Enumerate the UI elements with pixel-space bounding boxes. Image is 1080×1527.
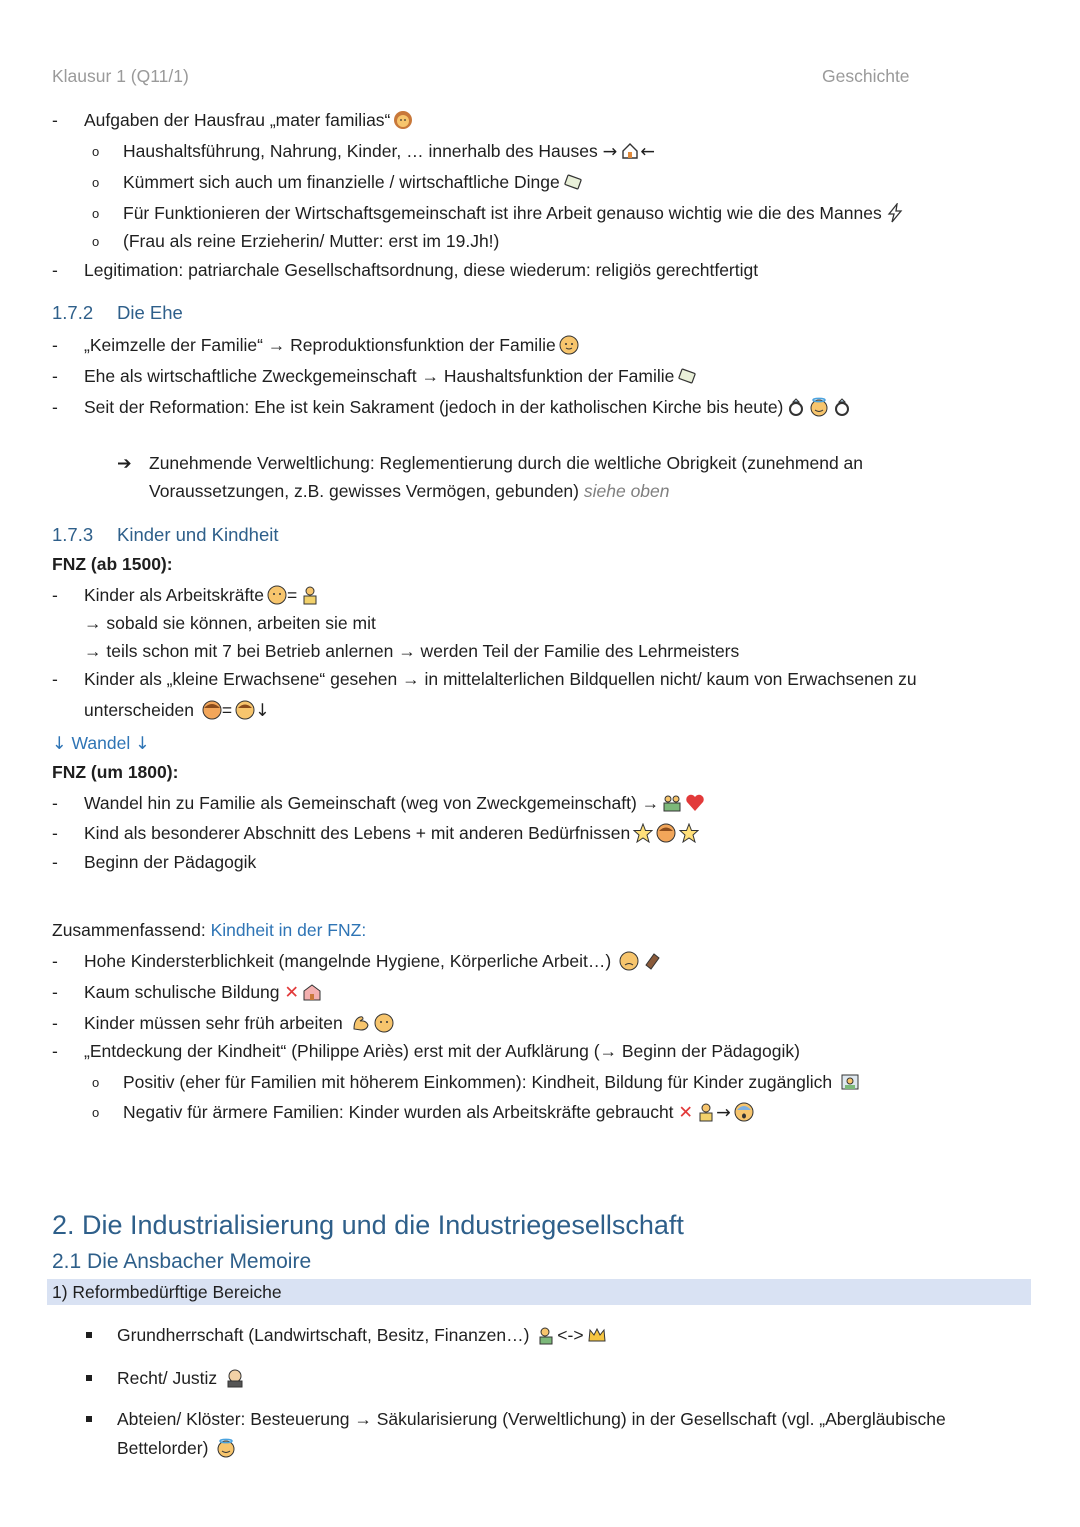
- section-number: 1.7.2: [52, 302, 94, 323]
- item-text: „Keimzelle der Familie“ → Reproduktionsfunktion der Familie: [84, 335, 556, 355]
- sub-text: → sobald sie können, arbeiten sie mit: [84, 613, 376, 633]
- child-face-icon: [235, 700, 255, 720]
- item-text: Kinder als Arbeitskräfte: [84, 585, 264, 605]
- baby-face-icon: [374, 1013, 394, 1033]
- list-item: [84, 108, 413, 132]
- judge-icon: [225, 1368, 245, 1388]
- list-item: „Entdeckung der Kindheit“ (Philippe Ariès) erst mit der Aufklärung (→ Beginn der Pädagogik): [84, 1041, 800, 1061]
- sub-bullet: o: [92, 206, 100, 221]
- sub-text: → teils schon mit 7 bei Betrieb anlernen → werden Teil der Familie des Lehrmeisters: [84, 641, 740, 661]
- square-bullet: [86, 1332, 92, 1338]
- list-item: [84, 791, 705, 815]
- square-bullet: [86, 1416, 92, 1422]
- section-number: 1.7.3: [52, 524, 94, 545]
- wandel-label: [52, 731, 150, 756]
- equals-glyph: =: [221, 700, 233, 720]
- dash: -: [52, 110, 58, 130]
- item-text: Wandel hin zu Familie als Gemeinschaft (weg von Zweckgemeinschaft) →: [84, 793, 660, 813]
- sub-item-text: Kümmert sich auch um finanzielle / wirtschaftliche Dinge: [123, 172, 560, 192]
- star-icon: [633, 823, 653, 843]
- equals-glyph: =: [286, 585, 298, 605]
- item-text: Seit der Reformation: Ehe ist kein Sakrament (jedoch in der katholischen Kirche bis heute): [84, 397, 784, 417]
- cross-mark-icon: ✕: [284, 982, 300, 1002]
- sub-item-text: Positiv (eher für Familien mit höherem Einkommen): Kindheit, Bildung für Kinder zugänglich: [123, 1072, 833, 1092]
- sub-item: [123, 201, 905, 225]
- ring-icon: [786, 397, 806, 417]
- arrow-text-line: [149, 479, 670, 503]
- wandel-text: Wandel: [71, 733, 131, 753]
- dash: -: [52, 951, 58, 971]
- fearful-face-icon: [734, 1102, 754, 1122]
- child-face-icon: [656, 823, 676, 843]
- list-item: [84, 333, 579, 357]
- arrow-left-glyph: ←: [640, 142, 655, 162]
- bullet-item: Abteien/ Klöster: Besteuerung → Säkularisierung (Verweltlichung) in der Gesellschaft (vgl. „Abergläubische: [117, 1409, 946, 1429]
- summary-label: Zusammenfassend:: [52, 920, 206, 940]
- dash: -: [52, 366, 58, 386]
- flexed-biceps-icon: [351, 1013, 371, 1033]
- angel-face-icon: [216, 1438, 236, 1458]
- bullet-item: [117, 1366, 245, 1390]
- list-item: [84, 821, 699, 845]
- sub-item: [123, 1100, 754, 1125]
- sub-bullet: o: [92, 1075, 100, 1090]
- woman-face-icon: [393, 110, 413, 130]
- down-arrow-icon: ↓: [135, 734, 150, 754]
- section-heading: [52, 523, 278, 547]
- family-icon: [662, 793, 682, 813]
- list-item: [84, 364, 697, 388]
- school-icon: [302, 982, 322, 1002]
- dash: -: [52, 335, 58, 355]
- list-item: [84, 583, 320, 607]
- chapter-subtitle: 2.1 Die Ansbacher Memoire: [52, 1250, 312, 1273]
- list-item: Beginn der Pädagogik: [84, 852, 257, 872]
- house-icon: [620, 141, 640, 161]
- baby-face-icon: [559, 335, 579, 355]
- arrow-text: Voraussetzungen, z.B. gewisses Vermögen, gebunden): [149, 481, 579, 501]
- item-text: Kaum schulische Bildung: [84, 982, 280, 1002]
- section-heading: [52, 301, 183, 325]
- dash: -: [52, 585, 58, 605]
- see-above-note: siehe oben: [583, 481, 670, 501]
- dash: -: [52, 852, 58, 872]
- money-icon: [677, 366, 697, 386]
- dash: -: [52, 260, 58, 280]
- down-arrow-icon: ↓: [52, 734, 67, 754]
- list-item: [84, 1011, 394, 1035]
- adult-face-icon: [202, 700, 222, 720]
- sub-bullet: o: [92, 144, 100, 159]
- down-arrow-glyph: ↓: [255, 701, 270, 721]
- bullet-item-continued: [117, 1436, 236, 1460]
- list-item: [84, 949, 662, 973]
- farmer-icon: [537, 1325, 557, 1345]
- list-item: Kinder als „kleine Erwachsene“ gesehen → in mittelalterlichen Bildquellen nicht/ kaum von Erwachsenen zu: [84, 669, 917, 689]
- dash: -: [52, 793, 58, 813]
- sub-bullet: o: [92, 234, 100, 249]
- dash: -: [52, 397, 58, 417]
- header-right: Geschichte: [822, 66, 910, 86]
- section-title: Kinder und Kindheit: [117, 524, 279, 545]
- shaded-heading: 1) Reformbedürftige Bereiche: [52, 1282, 282, 1302]
- cross-mark-icon: ✕: [678, 1102, 694, 1122]
- angel-face-icon: [809, 397, 829, 417]
- dash: -: [52, 1013, 58, 1033]
- arrow-right-glyph: →: [602, 142, 618, 162]
- dash: -: [52, 823, 58, 843]
- worker-icon: [696, 1102, 716, 1122]
- chapter-title: 2. Die Industrialisierung und die Industriegesellschaft: [52, 1210, 684, 1240]
- star-icon: [679, 823, 699, 843]
- dash: -: [52, 982, 58, 1002]
- list-item: [84, 395, 852, 419]
- sick-face-icon: [619, 951, 639, 971]
- dash: -: [52, 669, 58, 689]
- sub-item-text: Haushaltsführung, Nahrung, Kinder, … innerhalb des Hauses: [123, 141, 598, 161]
- lightning-icon: [885, 203, 905, 223]
- sub-item-text: Für Funktionieren der Wirtschaftsgemeinschaft ist ihre Arbeit genauso wichtig wie die des Mannes: [123, 203, 882, 223]
- item-text: Hohe Kindersterblichkeit (mangelnde Hygiene, Körperliche Arbeit…): [84, 951, 612, 971]
- subheading: FNZ (um 1800):: [52, 762, 179, 782]
- header-left: Klausur 1 (Q11/1): [52, 66, 189, 86]
- worker-icon: [300, 585, 320, 605]
- sub-bullet: o: [92, 175, 100, 190]
- summary-topic: Kindheit in der FNZ:: [210, 920, 367, 940]
- bullet-text: Bettelorder): [117, 1438, 209, 1458]
- arrow-text-line: Zunehmende Verweltlichung: Reglementierung durch die weltliche Obrigkeit (zunehmend an: [149, 453, 864, 473]
- item-text: Aufgaben der Hausfrau „mater familias“: [84, 110, 391, 130]
- square-bullet: [86, 1375, 92, 1381]
- item-text: Ehe als wirtschaftliche Zweckgemeinschaft → Haushaltsfunktion der Familie: [84, 366, 675, 386]
- bullet-text: Recht/ Justiz: [117, 1368, 218, 1388]
- item-text: Kind als besonderer Abschnitt des Lebens + mit anderen Bedürfnissen: [84, 823, 631, 843]
- heart-icon: [685, 793, 705, 813]
- money-icon: [563, 172, 583, 192]
- bullet-item: [117, 1323, 607, 1347]
- section-title: Die Ehe: [117, 302, 183, 323]
- list-item: Legitimation: patriarchale Gesellschaftsordnung, diese wiederum: religiös gerechtfertigt: [84, 260, 759, 280]
- list-item: [84, 980, 322, 1004]
- list-item-continued: [84, 698, 270, 723]
- crown-icon: [587, 1325, 607, 1345]
- arrow-right-glyph: →: [716, 1103, 731, 1123]
- sub-item: (Frau als reine Erzieherin/ Mutter: erst im 19.Jh!): [123, 231, 500, 251]
- sub-bullet: o: [92, 1105, 100, 1120]
- baby-face-icon: [267, 585, 287, 605]
- subheading: FNZ (ab 1500):: [52, 554, 173, 574]
- sub-item: [123, 139, 655, 164]
- sub-item: [123, 170, 583, 194]
- dash: -: [52, 1041, 58, 1061]
- arrow-bullet: ➔: [117, 453, 132, 473]
- student-icon: [840, 1072, 860, 1092]
- coffin-icon: [642, 951, 662, 971]
- bullet-text: Grundherrschaft (Landwirtschaft, Besitz, Finanzen…): [117, 1325, 530, 1345]
- sub-item-text: Negativ für ärmere Familien: Kinder wurden als Arbeitskräfte gebraucht: [123, 1102, 674, 1122]
- item-text: Kinder müssen sehr früh arbeiten: [84, 1013, 343, 1033]
- swap-text: <->: [557, 1325, 584, 1345]
- ring-icon: [832, 397, 852, 417]
- item-text: unterscheiden: [84, 700, 194, 720]
- summary-heading: [52, 918, 366, 942]
- sub-item: [123, 1070, 860, 1094]
